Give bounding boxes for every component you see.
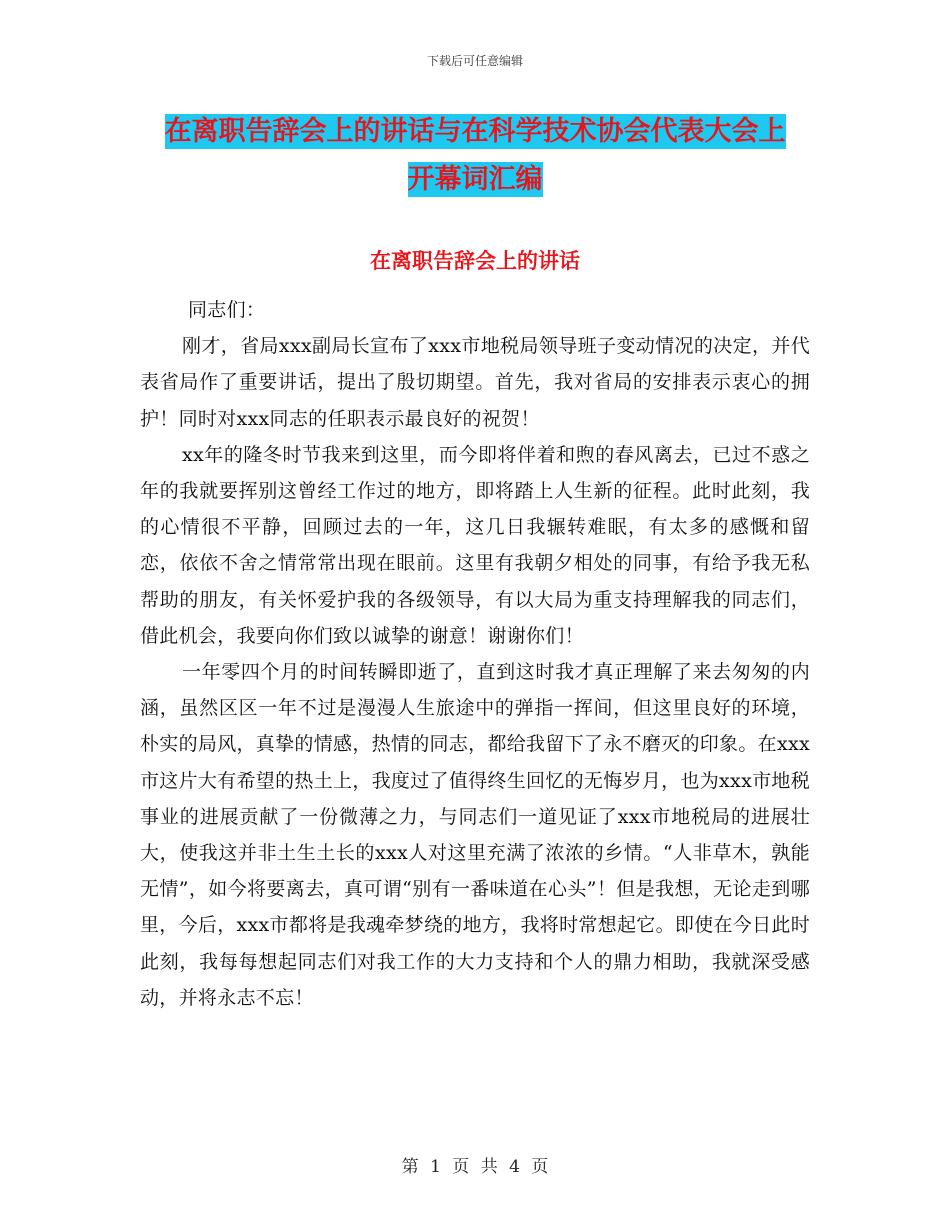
paragraph-1: 刚才，省局xxx副局长宣布了xxx市地税局领导班子变动情况的决定，并代表省局作了重要讲话，提出了殷切期望。首先，我对省局的安排表示衷心的拥护！同时对xxx同志的任职表示最良好的祝贺！ bbox=[140, 335, 810, 430]
page-footer: 第 1 页 共 4 页 bbox=[401, 1157, 549, 1177]
paragraph-3: 一年零四个月的时间转瞬即逝了，直到这时我才真正理解了来去匆匆的内涵，虽然区区一年不过是漫漫人生旅途中的弹指一挥间，但这里良好的环境，朴实的局风，真挚的情感，热情的同志，都给我留下了永不磨灭的印象。在xxx市这片大有希望的热土上，我度过了值得终生回忆的无悔岁月，也为xxx市地税事业的进展贡献了一份微薄之力，与同志们一道见证了xxx市地税局的进展壮大，使我这并非土生土长的xxx人对这里充满了浓浓的乡情。“人非草木，孰能无情”，如今将要离去，真可谓“别有一番味道在心头”！但是我想，无论走到哪里，今后，xxx市都将是我魂牵梦绕的地方，我将时常想起它。即使在今日此时此刻，我每每想起同志们对我工作的大力支持和个人的鼎力相助，我就深受感动，并将永志不忘！ bbox=[140, 661, 810, 1009]
header-note: 下载后可任意编辑 bbox=[426, 54, 523, 68]
salutation: 同志们： bbox=[188, 299, 266, 321]
section-title: 在离职告辞会上的讲话 bbox=[370, 248, 580, 273]
document-title bbox=[140, 108, 810, 204]
document-title-line-2: 开幕词汇编 bbox=[407, 164, 543, 195]
document-body bbox=[140, 292, 810, 1016]
document-title-line-1: 在离职告辞会上的讲话与在科学技术协会代表大会上 bbox=[164, 116, 786, 147]
paragraph-2: xx年的隆冬时节我来到这里，而今即将伴着和煦的春风离去，已过不惑之年的我就要挥别这曾经工作过的地方，即将踏上人生新的征程。此时此刻，我的心情很不平静，回顾过去的一年，这几日我辗转难眠，有太多的感慨和留恋，依依不舍之情常常出现在眼前。这里有我朝夕相处的同事，有给予我无私帮助的朋友，有关怀爱护我的各级领导，有以大局为重支持理解我的同志们，借此机会，我要向你们致以诚挚的谢意！谢谢你们！ bbox=[140, 443, 810, 647]
